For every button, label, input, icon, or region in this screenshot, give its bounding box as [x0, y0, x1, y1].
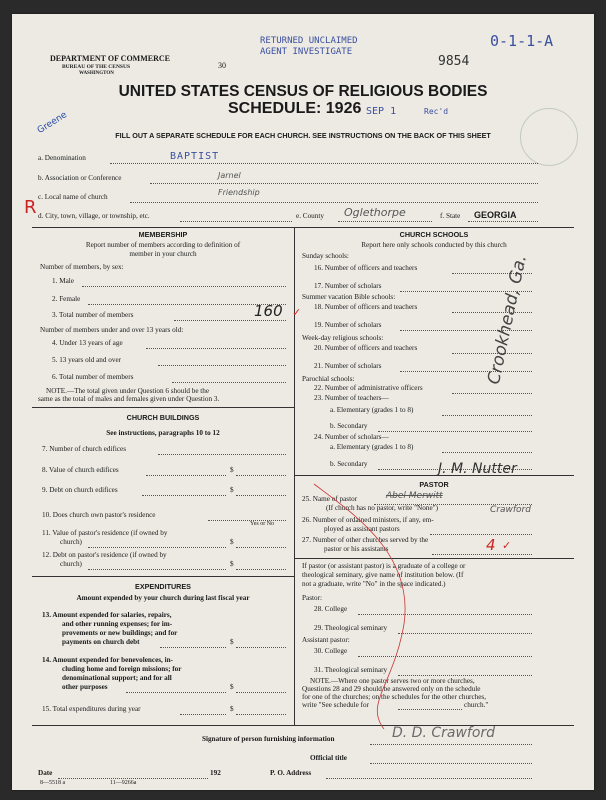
sunday-label: Sunday schools: [302, 252, 349, 260]
q23a-line [442, 415, 532, 416]
q10-line [208, 520, 286, 521]
q23b-line [378, 431, 532, 432]
q14-line3: denominational support; and for all [62, 674, 172, 682]
county-line [338, 221, 432, 222]
q11-line [236, 547, 286, 548]
pastor-note2: Questions 28 and 29 should be answered only on the schedule [302, 685, 481, 693]
q3-value: 160 [254, 302, 283, 320]
denomination-line [110, 163, 538, 164]
q26-line1: 26. Number of ordained ministers, if any, em- [302, 516, 434, 524]
q24: 24. Number of scholars— [314, 433, 389, 441]
q23: 23. Number of teachers— [314, 394, 389, 402]
q22: 22. Number of administrative officers [314, 384, 423, 392]
q13-line2: and other running expenses; for im- [62, 620, 173, 628]
q27-value: 4 [486, 536, 496, 554]
q8-dollar: $ [230, 466, 234, 474]
by-sex-label: Number of members, by sex: [40, 263, 124, 271]
pastor-struck-name: Abel Merwitt [386, 491, 443, 501]
date-line [58, 778, 208, 779]
summer-label: Summer vacation Bible schools: [302, 293, 396, 301]
pastor-note3: for one of the churches; on the schedules for the other churches, [302, 693, 487, 701]
q12-line [236, 569, 286, 570]
q11-line2: church) [60, 538, 82, 546]
yes-no-hint: Yes or No [250, 521, 275, 527]
form-number: 8—5518 a [40, 780, 66, 786]
pastor-note5: church." [464, 701, 489, 709]
q14-line [236, 692, 286, 693]
q4-line [146, 348, 286, 349]
expenditures-sub: Amount expended by your church during last fiscal year [76, 594, 250, 602]
returned-stamp-line1: RETURNED UNCLAIMED [260, 36, 358, 46]
local-name-line [130, 202, 538, 203]
stamp-number: 30 [218, 61, 226, 70]
buildings-rule [32, 407, 294, 408]
city-label: d. City, town, village, or township, etc. [38, 212, 150, 220]
q10-owns-residence: 10. Does church own pastor's residence [42, 511, 156, 519]
state-value: GEORGIA [474, 210, 517, 220]
q19: 19. Number of scholars [314, 321, 382, 329]
pastor-name-value: J. M. Nutter [438, 461, 517, 477]
q18: 18. Number of officers and teachers [314, 303, 418, 311]
pastor-sub-label: Pastor: [302, 594, 322, 602]
q26-value: Crawford [490, 505, 531, 515]
q18-line [452, 312, 532, 313]
denomination-value: BAPTIST [170, 151, 220, 162]
q22-line [452, 393, 532, 394]
q3-line [174, 320, 286, 321]
q14-line1: 14. Amount expended for benevolences, in- [42, 656, 174, 664]
pastor-note4: write "See schedule for [302, 701, 369, 709]
po-address-label: P. O. Address [270, 769, 312, 777]
received-date-stamp: SEP 1 [366, 106, 397, 117]
q13-line [236, 647, 286, 648]
q12-dots [88, 569, 226, 570]
q17: 17. Number of scholars [314, 282, 382, 290]
q30: 30. College [314, 647, 348, 655]
serial-number: 9854 [438, 54, 470, 69]
q28: 28. College [314, 605, 348, 613]
q27-line2: pastor or his assistants [324, 545, 389, 553]
bureau-heading: BUREAU OF THE CENSUS [62, 64, 131, 70]
association-value: Jarnel [218, 171, 241, 180]
city-heading: WASHINGTON [79, 71, 114, 76]
q3-check: ✓ [292, 307, 302, 319]
signature-line [370, 744, 532, 745]
grad-line1: If pastor (or assistant pastor) is a graduate of a college or [302, 562, 466, 570]
membership-sub1: Report number of members according to definition of [85, 241, 241, 249]
schools-title: CHURCH SCHOOLS [399, 230, 469, 239]
buildings-sub: See instructions, paragraphs 10 to 12 [106, 429, 220, 437]
q16: 16. Number of officers and teachers [314, 264, 418, 272]
margin-note: Crookhead, Ga. [484, 253, 531, 387]
q13-line4: payments on church debt [62, 638, 140, 646]
schools-sub: Report here only schools conducted by this church [361, 241, 507, 249]
q31: 31. Theological seminary [314, 666, 388, 674]
q24a: a. Elementary (grades 1 to 8) [330, 443, 414, 451]
dept-heading: DEPARTMENT OF COMMERCE [50, 54, 171, 63]
q1-male: 1. Male [52, 277, 74, 285]
q25-line2: (If church has no pastor, write "None") [326, 504, 438, 512]
parochial-label: Parochial schools: [302, 375, 355, 383]
q15-dots [180, 714, 226, 715]
grad-line2: theological seminary, give name of institution below. (If [302, 571, 464, 579]
weekday-label: Week-day religious schools: [302, 334, 384, 342]
expenditures-title: EXPENDITURES [135, 582, 191, 591]
q14-dots [126, 692, 226, 693]
r-mark: R [24, 197, 37, 218]
pastor-note1: NOTE.—Where one pastor serves two or more churches, [310, 677, 475, 685]
county-note: Greene [35, 110, 69, 136]
buildings-title: CHURCH BUILDINGS [126, 413, 200, 422]
q8-value: 8. Value of church edifices [42, 466, 119, 474]
q12-line2: church) [60, 560, 82, 568]
received-label: Rec'd [424, 107, 449, 116]
state-label: f. State [440, 212, 461, 220]
q11-dots [88, 547, 226, 548]
date-label: Date [38, 769, 53, 777]
state-line [468, 221, 538, 222]
membership-note1: NOTE.—The total given under Question 6 should be the [46, 387, 210, 395]
q24a-line [442, 452, 532, 453]
membership-title: MEMBERSHIP [138, 230, 188, 239]
q2-female: 2. Female [52, 295, 81, 303]
q9-line [236, 495, 286, 496]
under-over-label: Number of members under and over 13 years old: [40, 326, 184, 334]
census-schedule-sheet [12, 14, 594, 790]
q13-line3: provements or new buildings; and for [62, 629, 178, 637]
q11-line1: 11. Value of pastor's residence (if owned by [42, 529, 168, 537]
membership-sub2: member in your church [129, 250, 197, 258]
q26-line2: ployed as assistant pastors [324, 525, 400, 533]
q20: 20. Number of officers and teachers [314, 344, 418, 352]
official-title-line [370, 763, 532, 764]
q9-dollar: $ [230, 486, 234, 494]
q8-line [236, 475, 286, 476]
association-line [150, 183, 538, 184]
q15-total-expenditures: 15. Total expenditures during year [42, 705, 141, 713]
form-code: 0-1-1-A [490, 32, 554, 50]
red-pencil-mark [294, 474, 454, 734]
q7-edifices: 7. Number of church edifices [42, 445, 127, 453]
association-label: b. Association or Conference [38, 174, 122, 182]
denomination-label: a. Denomination [38, 154, 86, 162]
q8-dots [146, 475, 226, 476]
q21: 21. Number of scholars [314, 362, 382, 370]
q12-line1: 12. Debt on pastor's residence (if owned by [42, 551, 167, 559]
pastor-title: PASTOR [419, 480, 449, 489]
official-title-label: Official title [310, 754, 347, 762]
q5-line [158, 365, 286, 366]
q1-line [82, 286, 286, 287]
q6-total: 6. Total number of members [52, 373, 134, 381]
print-number: 11—9266a [110, 780, 137, 786]
q27-line1: 27. Number of other churches served by the [302, 536, 429, 544]
grad-line3: not a graduate, write "No" in the space indicated.) [302, 580, 446, 588]
signature-label: Signature of person furnishing information [202, 735, 335, 743]
q14-line2: cluding home and foreign missions; for [62, 665, 182, 673]
q9-dots [142, 495, 226, 496]
q23b: b. Secondary [330, 422, 368, 430]
q4-under-13: 4. Under 13 years of age [52, 339, 123, 347]
q13-dollar: $ [230, 638, 234, 646]
table-top-rule [32, 227, 574, 228]
local-name-value: Friendship [218, 188, 260, 197]
q25-line1: 25. Name of pastor [302, 495, 358, 503]
expenditures-rule [32, 576, 294, 577]
q24b: b. Secondary [330, 460, 368, 468]
county-value: Oglethorpe [344, 206, 406, 219]
q9-debt: 9. Debt on church edifices [42, 486, 118, 494]
po-address-line [326, 778, 532, 779]
q11-dollar: $ [230, 538, 234, 546]
q27-check: ✓ [502, 540, 512, 552]
q15-line [236, 714, 286, 715]
q14-dollar: $ [230, 683, 234, 691]
q7-line [158, 454, 286, 455]
local-name-label: c. Local name of church [38, 193, 108, 201]
city-line [180, 221, 292, 222]
q21-line [400, 371, 532, 372]
q23a: a. Elementary (grades 1 to 8) [330, 406, 414, 414]
county-label: e. County [296, 212, 324, 220]
membership-note2: same as the total of males and females given under Question 3. [38, 395, 220, 403]
form-title: UNITED STATES CENSUS OF RELIGIOUS BODIES [118, 83, 488, 100]
instruction-line: FILL OUT A SEPARATE SCHEDULE FOR EACH CHURCH. SEE INSTRUCTIONS ON THE BACK OF THIS SHEET [115, 131, 491, 140]
q5-13-and-over: 5. 13 years old and over [52, 356, 122, 364]
q13-dots [160, 647, 226, 648]
schedule-title: SCHEDULE: 1926 [228, 100, 362, 117]
q12-dollar: $ [230, 560, 234, 568]
signature-value: D. D. Crawford [392, 725, 496, 741]
date-year: 192 [210, 769, 221, 777]
q15-dollar: $ [230, 705, 234, 713]
q29: 29. Theological seminary [314, 624, 388, 632]
returned-stamp-line2: AGENT INVESTIGATE [260, 47, 353, 57]
q3-total: 3. Total number of members [52, 311, 134, 319]
q14-line4: other purposes [62, 683, 108, 691]
q6-line [172, 382, 286, 383]
assistant-sub-label: Assistant pastor: [302, 636, 350, 644]
q13-line1: 13. Amount expended for salaries, repairs, [42, 611, 172, 619]
